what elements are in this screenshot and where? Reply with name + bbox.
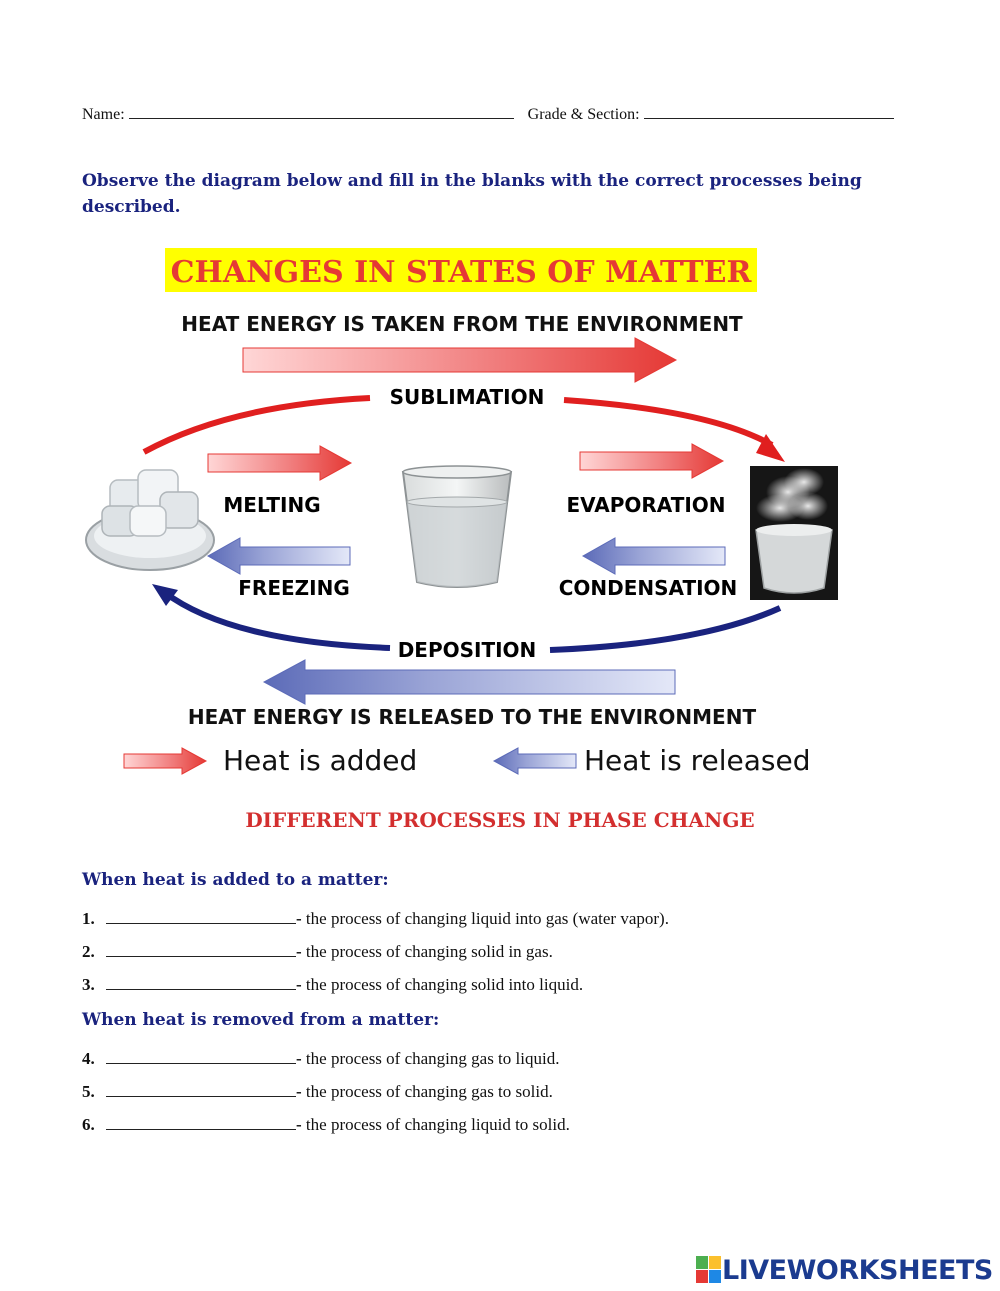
freezing-arrow [208, 538, 350, 574]
answer-blank[interactable] [106, 974, 296, 990]
diagram-title: CHANGES IN STATES OF MATTER [170, 255, 752, 290]
condensation-label: CONDENSATION [558, 576, 738, 600]
question-number: 3. [82, 975, 95, 994]
sublimation-arc-right [564, 400, 772, 445]
header-line [82, 104, 912, 124]
question-text: the process of changing gas to solid. [305, 1082, 553, 1101]
grade-label: Grade & Section: [527, 106, 640, 123]
question-number: 1. [82, 909, 95, 928]
legend-added-arrow [124, 748, 206, 774]
section-title: DIFFERENT PROCESSES IN PHASE CHANGE [245, 808, 755, 832]
liveworksheets-logo [696, 1253, 996, 1287]
steaming-cup-icon [750, 466, 838, 600]
states-of-matter-diagram [80, 240, 940, 780]
question-number: 4. [82, 1049, 95, 1068]
instructions: Observe the diagram below and fill in the blanks with the correct processes being described. [82, 171, 862, 217]
top-caption: HEAT ENERGY IS TAKEN FROM THE ENVIRONMENT [181, 312, 743, 336]
legend-released-label: Heat is released [584, 744, 811, 777]
sublimation-label: SUBLIMATION [389, 385, 545, 409]
answer-blank[interactable] [106, 1048, 296, 1064]
name-label: Name: [82, 106, 125, 123]
question-text: the process of changing liquid into gas (water vapor). [305, 909, 669, 928]
question-text: the process of changing solid in gas. [305, 942, 553, 961]
answer-blank[interactable] [106, 1114, 296, 1130]
added-heading: When heat is added to a matter: [82, 870, 389, 890]
deposition-arrowhead [152, 584, 178, 606]
legend-added-label: Heat is added [223, 744, 418, 777]
melting-label: MELTING [223, 493, 321, 517]
question-number: 5. [82, 1082, 95, 1101]
question-row: 3. - the process of changing solid into liquid. [82, 975, 584, 994]
deposition-arc-right [550, 608, 780, 650]
heat-released-arrow [264, 660, 675, 704]
freezing-label: FREEZING [238, 576, 350, 600]
logo-text: LIVEWORKSHEETS [722, 1254, 993, 1286]
ice-cubes-icon [86, 470, 214, 570]
evaporation-arrow [580, 444, 723, 478]
liveworksheets-logo-icon [696, 1256, 722, 1284]
answer-blank[interactable] [106, 1081, 296, 1097]
question-text: the process of changing liquid to solid. [305, 1115, 570, 1134]
glass-of-water-icon [403, 466, 511, 587]
evaporation-label: EVAPORATION [566, 493, 726, 517]
question-number: 2. [82, 942, 95, 961]
heat-taken-arrow [243, 338, 676, 382]
grade-blank[interactable] [644, 104, 894, 119]
question-row: 4. - the process of changing gas to liquid. [82, 1049, 560, 1068]
removed-heading: When heat is removed from a matter: [82, 1010, 440, 1030]
question-text: the process of changing solid into liquid. [305, 975, 584, 994]
bottom-caption: HEAT ENERGY IS RELEASED TO THE ENVIRONMENT [187, 705, 757, 729]
deposition-arc-left [164, 592, 390, 648]
answer-blank[interactable] [106, 908, 296, 924]
answer-blank[interactable] [106, 941, 296, 957]
legend-released-arrow [494, 748, 576, 774]
question-row: 1. - the process of changing liquid into gas (water vapor). [82, 909, 669, 928]
name-blank[interactable] [129, 104, 514, 119]
melting-arrow [208, 446, 351, 480]
question-row: 2. - the process of changing solid in gas. [82, 942, 553, 961]
sublimation-arc-left [144, 398, 370, 452]
deposition-label: DEPOSITION [397, 638, 537, 662]
question-number: 6. [82, 1115, 95, 1134]
question-row: 6. - the process of changing liquid to solid. [82, 1115, 570, 1134]
question-text: the process of changing gas to liquid. [305, 1049, 560, 1068]
question-row: 5. - the process of changing gas to solid. [82, 1082, 553, 1101]
condensation-arrow [583, 538, 725, 574]
